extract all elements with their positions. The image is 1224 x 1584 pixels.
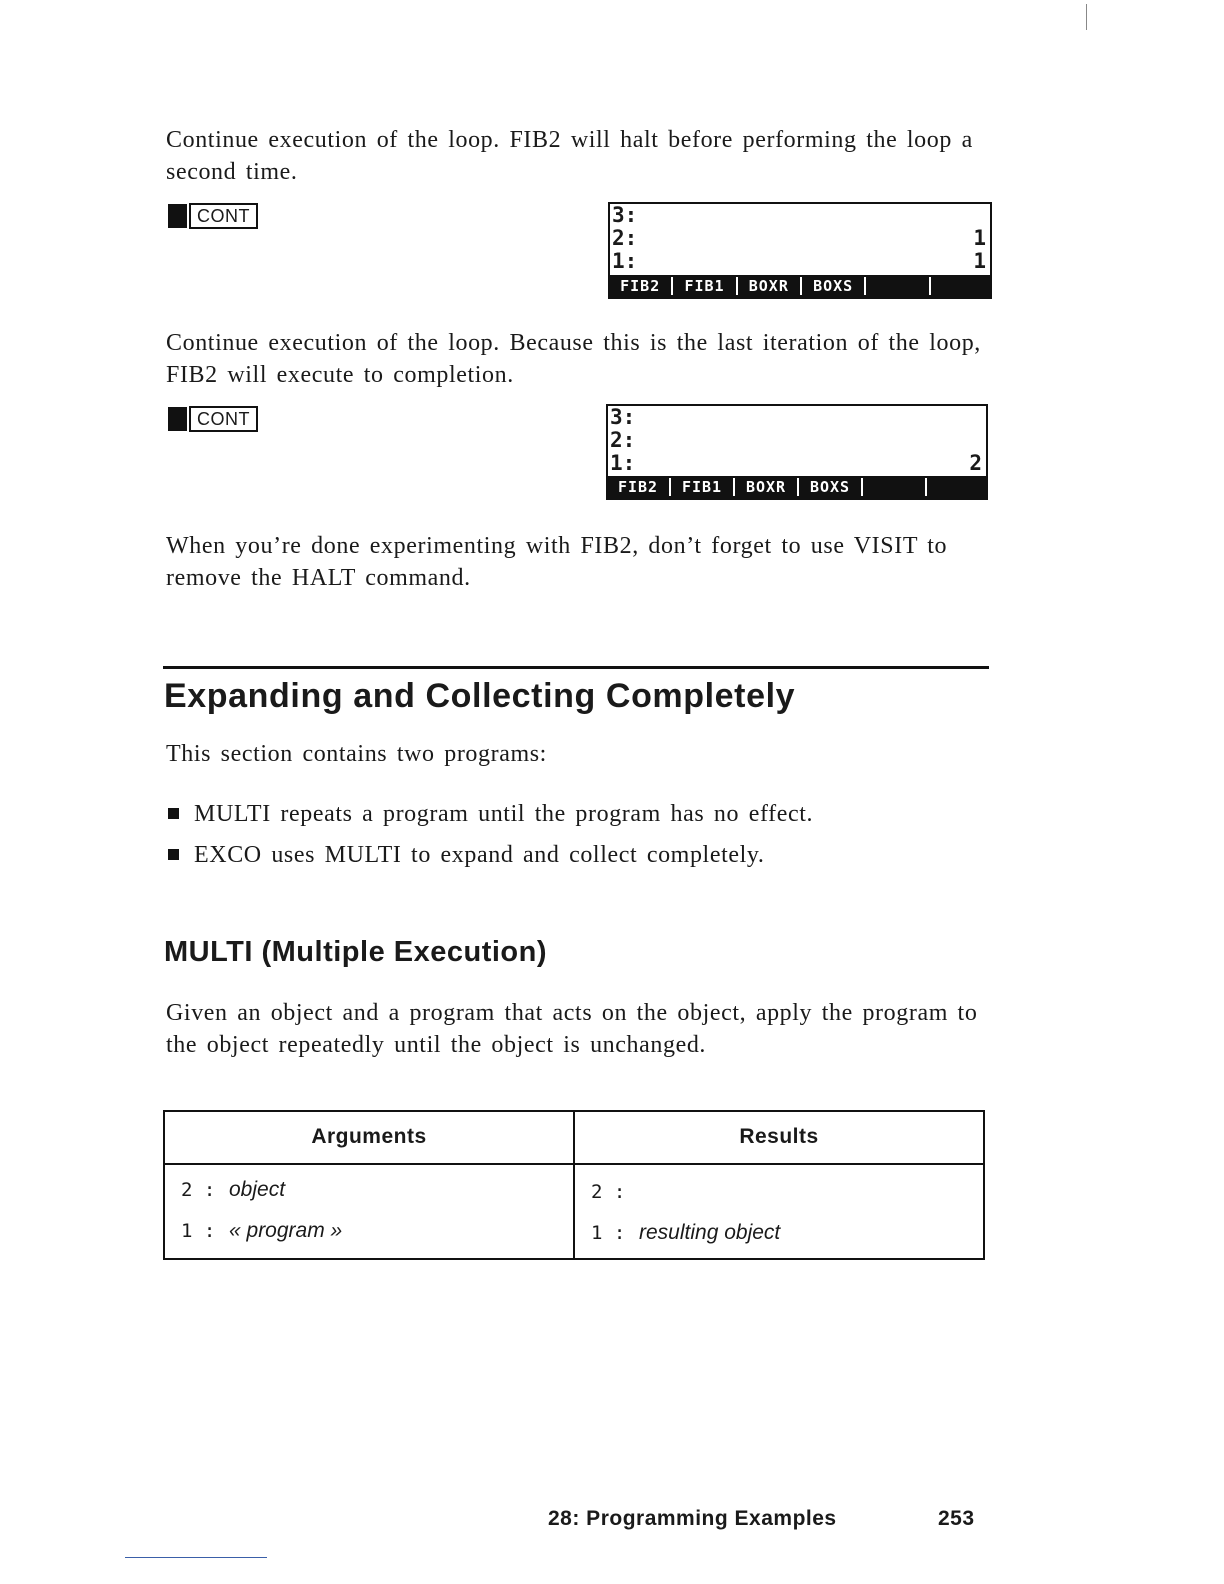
argument-level-2: 2 : object — [181, 1178, 286, 1201]
menu-key-blank — [930, 476, 986, 498]
menu-key-boxs: BOXS — [813, 277, 854, 295]
menu-key-blank — [869, 275, 925, 297]
subsection-title: MULTI (Multiple Execution) — [164, 936, 547, 968]
left-shift-key-icon — [168, 407, 187, 431]
calculator-display-1 — [608, 202, 992, 299]
footer-chapter: 28: Programming Examples — [548, 1507, 837, 1530]
menu-key-blank — [934, 275, 990, 297]
calculator-display-2 — [606, 404, 988, 500]
menu-key-bar — [608, 476, 986, 498]
footer-page-number: 253 — [938, 1507, 975, 1530]
arguments-results-table — [163, 1110, 985, 1260]
menu-key-boxr: BOXR — [745, 478, 787, 496]
key-sequence-1 — [168, 203, 258, 229]
cont-key: CONT — [189, 203, 258, 229]
menu-key-blank — [866, 476, 922, 498]
section-title: Expanding and Collecting Completely — [164, 677, 796, 715]
argument-level-1: 1 : « program » — [181, 1219, 343, 1242]
bullet-icon — [168, 808, 179, 819]
bottom-rule — [125, 1557, 267, 1558]
paragraph-continue-loop: Continue execution of the loop. FIB2 will halt before performing the loop a second time. — [166, 127, 973, 185]
section-divider — [163, 666, 989, 669]
stack-level-1: 1: 1 — [612, 249, 986, 273]
menu-key-fib1: FIB1 — [681, 478, 723, 496]
stack-level-3: 3: — [612, 203, 638, 227]
list-item: EXCO uses MULTI to expand and collect completely. — [166, 839, 813, 871]
cont-key: CONT — [189, 406, 258, 432]
stack-level-3: 3: — [610, 405, 636, 429]
stack-level-2: 2: — [610, 428, 636, 452]
result-level-1: 1 : resulting object — [591, 1221, 781, 1244]
left-shift-key-icon — [168, 204, 187, 228]
menu-key-bar — [610, 275, 990, 297]
key-sequence-2 — [168, 406, 258, 432]
section-intro: This section contains two programs: — [166, 741, 547, 767]
list-item: MULTI repeats a program until the program has no effect. — [166, 798, 813, 830]
menu-key-fib2: FIB2 — [617, 478, 659, 496]
page-corner-mark — [1086, 4, 1087, 30]
stack-level-1: 1: 2 — [610, 451, 982, 475]
subsection-description: Given an object and a program that acts on the object, apply the program to the object repeatedly until the object is unchanged. — [166, 1000, 978, 1058]
program-list — [166, 798, 813, 880]
results-header: Results — [739, 1125, 819, 1148]
paragraph-visit-reminder: When you’re done experimenting with FIB2, don’t forget to use VISIT to remove the HALT command. — [166, 533, 948, 591]
result-level-2: 2 : — [591, 1181, 626, 1203]
bullet-icon — [168, 849, 179, 860]
menu-key-boxr: BOXR — [748, 277, 789, 295]
menu-key-boxs: BOXS — [809, 478, 851, 496]
menu-key-fib2: FIB2 — [620, 277, 661, 295]
menu-key-fib1: FIB1 — [684, 277, 725, 295]
arguments-header: Arguments — [311, 1125, 427, 1148]
stack-level-2: 2: 1 — [612, 226, 986, 250]
paragraph-last-iteration: Continue execution of the loop. Because this is the last iteration of the loop, FIB2 will execute to completion. — [166, 330, 981, 388]
